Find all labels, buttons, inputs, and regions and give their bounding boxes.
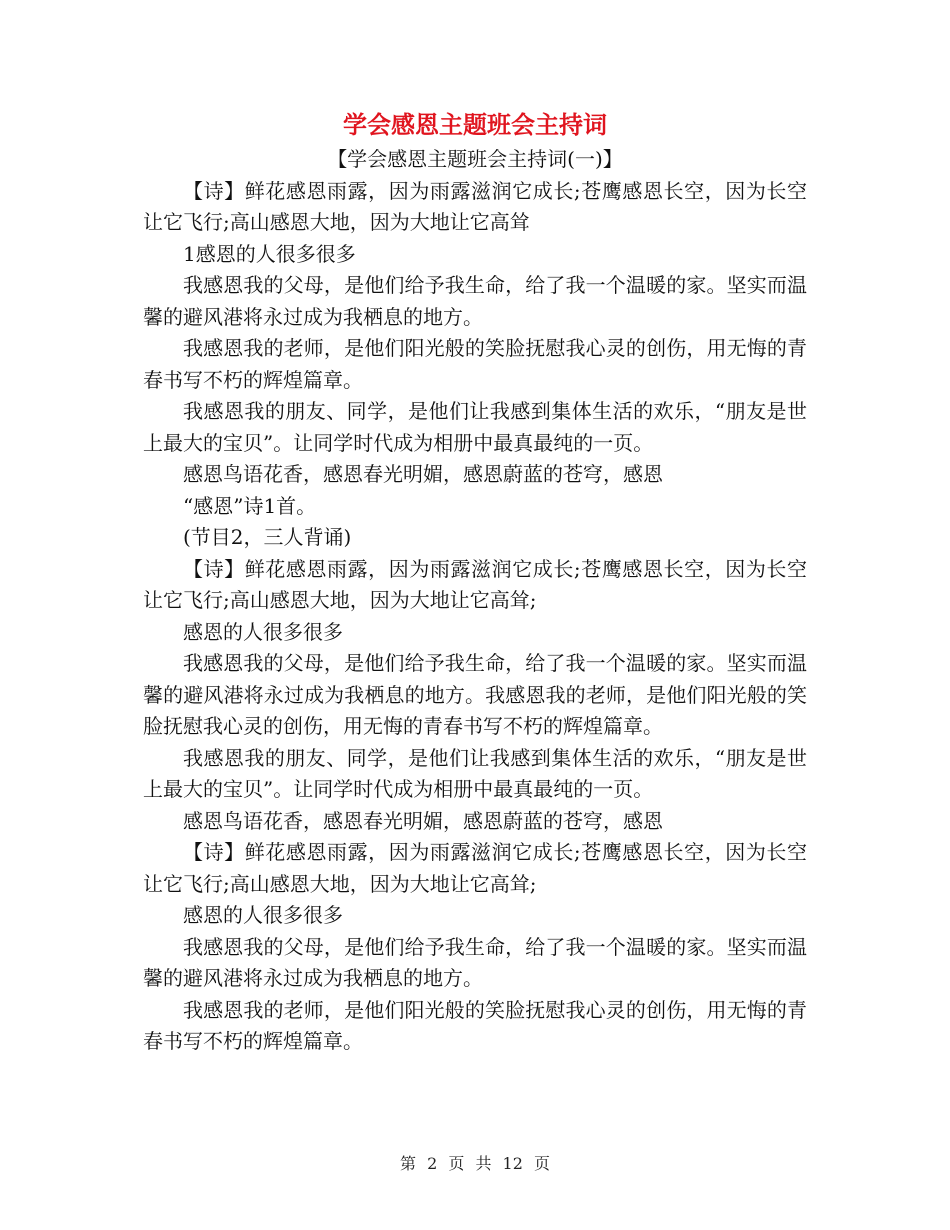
paragraph: 感恩鸟语花香，感恩春光明媚，感恩蔚蓝的苍穹，感恩 (183, 462, 663, 486)
page-indicator: 第 2 页 共 12 页 (400, 1154, 550, 1173)
paragraph: 感恩的人很多很多 (183, 903, 343, 927)
document-subtitle: 【学会感恩主题班会主持词(一)】 (327, 147, 623, 171)
paragraph: 感恩的人很多很多 (183, 619, 343, 644)
paragraph: 【诗】鲜花感恩雨露，因为雨露滋润它成长;苍鹰感恩长空，因为长空让它飞行;高山感恩大地，因为大地让它高耸 (143, 178, 807, 234)
paragraph: 我感恩我的父母，是他们给予我生命，给了我一个温暖的家。坚实而温馨的避风港将永过成为我栖息的地方。我感恩我的老师，是他们阳光般的笑脸抚慰我心灵的创伤，用无悔的青春书写不朽的辉煌篇章。 (143, 651, 807, 738)
paragraph: (节目2，三人背诵) (183, 525, 352, 549)
paragraph: 1感恩的人很多很多 (183, 241, 356, 266)
paragraph: “感恩”诗1首。 (183, 493, 317, 518)
paragraph: 我感恩我的父母，是他们给予我生命，给了我一个温暖的家。坚实而温馨的避风港将永过成为我栖息的地方。 (143, 273, 807, 329)
paragraph: 【诗】鲜花感恩雨露，因为雨露滋润它成长;苍鹰感恩长空，因为长空让它飞行;高山感恩大地，因为大地让它高耸; (143, 840, 807, 896)
paragraph: 我感恩我的朋友、同学，是他们让我感到集体生活的欢乐，“朋友是世上最大的宝贝”。让同学时代成为相册中最真最纯的一页。 (143, 745, 807, 801)
document-body (143, 144, 807, 1058)
paragraph: 我感恩我的老师，是他们阳光般的笑脸抚慰我心灵的创伤，用无悔的青春书写不朽的辉煌篇章。 (143, 997, 807, 1053)
paragraph: 【诗】鲜花感恩雨露，因为雨露滋润它成长;苍鹰感恩长空，因为长空让它飞行;高山感恩大地，因为大地让它高耸; (143, 556, 807, 612)
paragraph: 我感恩我的老师，是他们阳光般的笑脸抚慰我心灵的创伤，用无悔的青春书写不朽的辉煌篇章。 (143, 336, 807, 392)
paragraph: 我感恩我的朋友、同学，是他们让我感到集体生活的欢乐，“朋友是世上最大的宝贝”。让同学时代成为相册中最真最纯的一页。 (143, 399, 807, 455)
paragraph: 感恩鸟语花香，感恩春光明媚，感恩蔚蓝的苍穹，感恩 (183, 808, 663, 833)
paragraph: 我感恩我的父母，是他们给予我生命，给了我一个温暖的家。坚实而温馨的避风港将永过成为我栖息的地方。 (143, 934, 807, 990)
document-title: 学会感恩主题班会主持词 (343, 110, 607, 139)
